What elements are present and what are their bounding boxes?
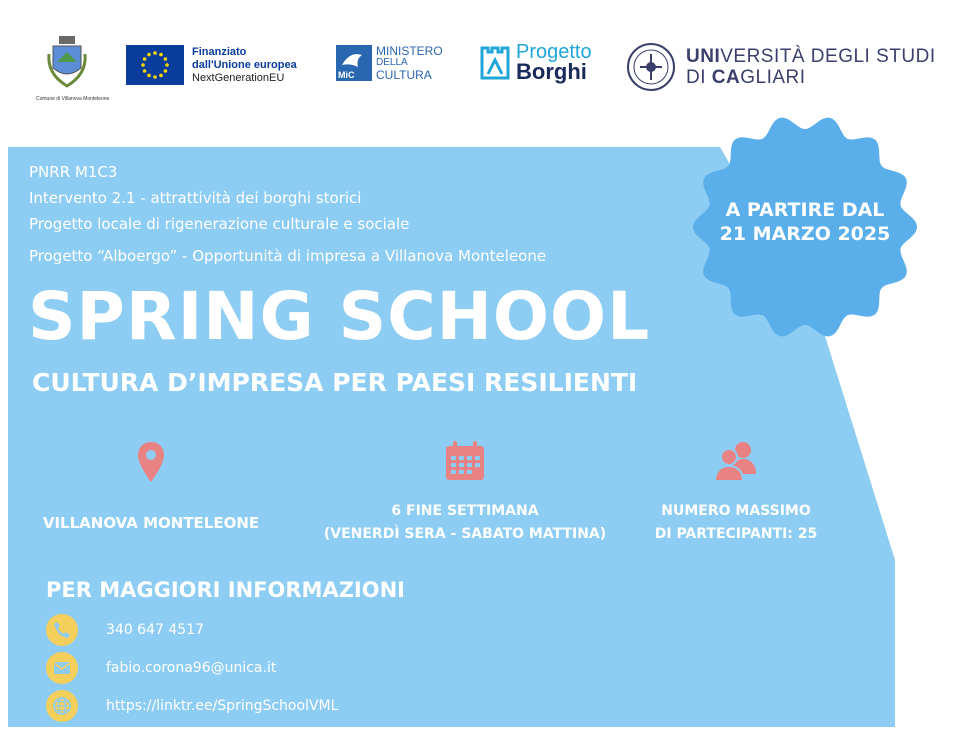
unica-rest1: VERSITÀ DEGLI STUDI — [720, 46, 936, 67]
unica-rest2: GLIARI — [740, 67, 806, 88]
mic-abbr: MiC — [338, 70, 355, 80]
ministero-cultura-logo — [336, 45, 443, 81]
project-line: Progetto “Alboergo” - Opportunità di impresa a Villanova Monteleone — [29, 247, 547, 265]
phone-icon — [46, 614, 78, 646]
unica-ca: CA — [711, 67, 741, 88]
schedule-line1: 6 FINE SETTIMANA — [391, 503, 539, 519]
eu-funding-logo — [126, 45, 297, 85]
subtitle: CULTURA D’IMPRESA PER PAESI RESILIENTI — [32, 368, 638, 397]
unica-di: DI — [686, 67, 712, 88]
email-address: fabio.corona96@unica.it — [106, 660, 277, 676]
info-title: PER MAGGIORI INFORMAZIONI — [46, 578, 405, 602]
badge-line2: 21 MARZO 2025 — [719, 223, 891, 245]
feature-participants — [636, 440, 836, 546]
badge-line1: A PARTIRE DAL — [725, 199, 885, 221]
globe-icon — [46, 690, 78, 722]
borghi-mark-icon — [480, 44, 510, 80]
phone-number: 340 647 4517 — [106, 622, 204, 638]
unica-uni: UNI — [686, 46, 721, 67]
eu-line1: Finanziato — [192, 45, 247, 58]
borghi-line1: Progetto — [516, 41, 592, 63]
contact-email[interactable] — [46, 652, 276, 684]
comune-logo — [36, 34, 110, 102]
location-label: VILLANOVA MONTELEONE — [42, 514, 260, 532]
progetto-borghi-logo — [480, 42, 592, 82]
participants-line1: NUMERO MASSIMO — [661, 503, 811, 519]
unica-logo — [626, 42, 936, 92]
mic-mark-icon — [336, 45, 372, 81]
map-pin-icon — [136, 440, 166, 484]
borghi-line2: Borghi — [516, 59, 587, 84]
eu-line3: NextGenerationEU — [192, 71, 285, 84]
date-badge — [688, 110, 922, 344]
contact-web[interactable] — [46, 690, 338, 722]
main-title: SPRING SCHOOL — [28, 278, 651, 355]
feature-schedule — [300, 440, 630, 546]
eu-line2: dall'Unione europea — [192, 58, 297, 71]
users-icon — [714, 440, 758, 482]
participants-line2: DI PARTECIPANTI: 25 — [654, 526, 818, 542]
schedule-line2: (VENERDÌ SERA - SABATO MATTINA) — [323, 526, 607, 542]
intro-line3: Progetto locale di rigenerazione culturale e sociale — [29, 215, 410, 233]
university-seal-icon — [626, 42, 676, 92]
coat-of-arms-icon — [45, 34, 89, 90]
web-link: https://linktr.ee/SpringSchoolVML — [106, 698, 339, 714]
intro-block — [29, 159, 409, 237]
contact-phone[interactable] — [46, 614, 204, 646]
mail-icon — [46, 652, 78, 684]
eu-flag-icon — [126, 45, 184, 85]
mic-line1: MINISTERO — [376, 44, 443, 58]
mic-line2: DELLA — [376, 57, 408, 68]
mic-line3: CULTURA — [376, 68, 432, 82]
intro-line1: PNRR M1C3 — [29, 163, 118, 181]
intro-line2: Intervento 2.1 - attrattività dei borghi storici — [29, 189, 362, 207]
calendar-icon — [444, 440, 486, 482]
feature-location — [16, 440, 286, 535]
comune-caption: Comune di Villanova Monteleone — [36, 96, 110, 102]
